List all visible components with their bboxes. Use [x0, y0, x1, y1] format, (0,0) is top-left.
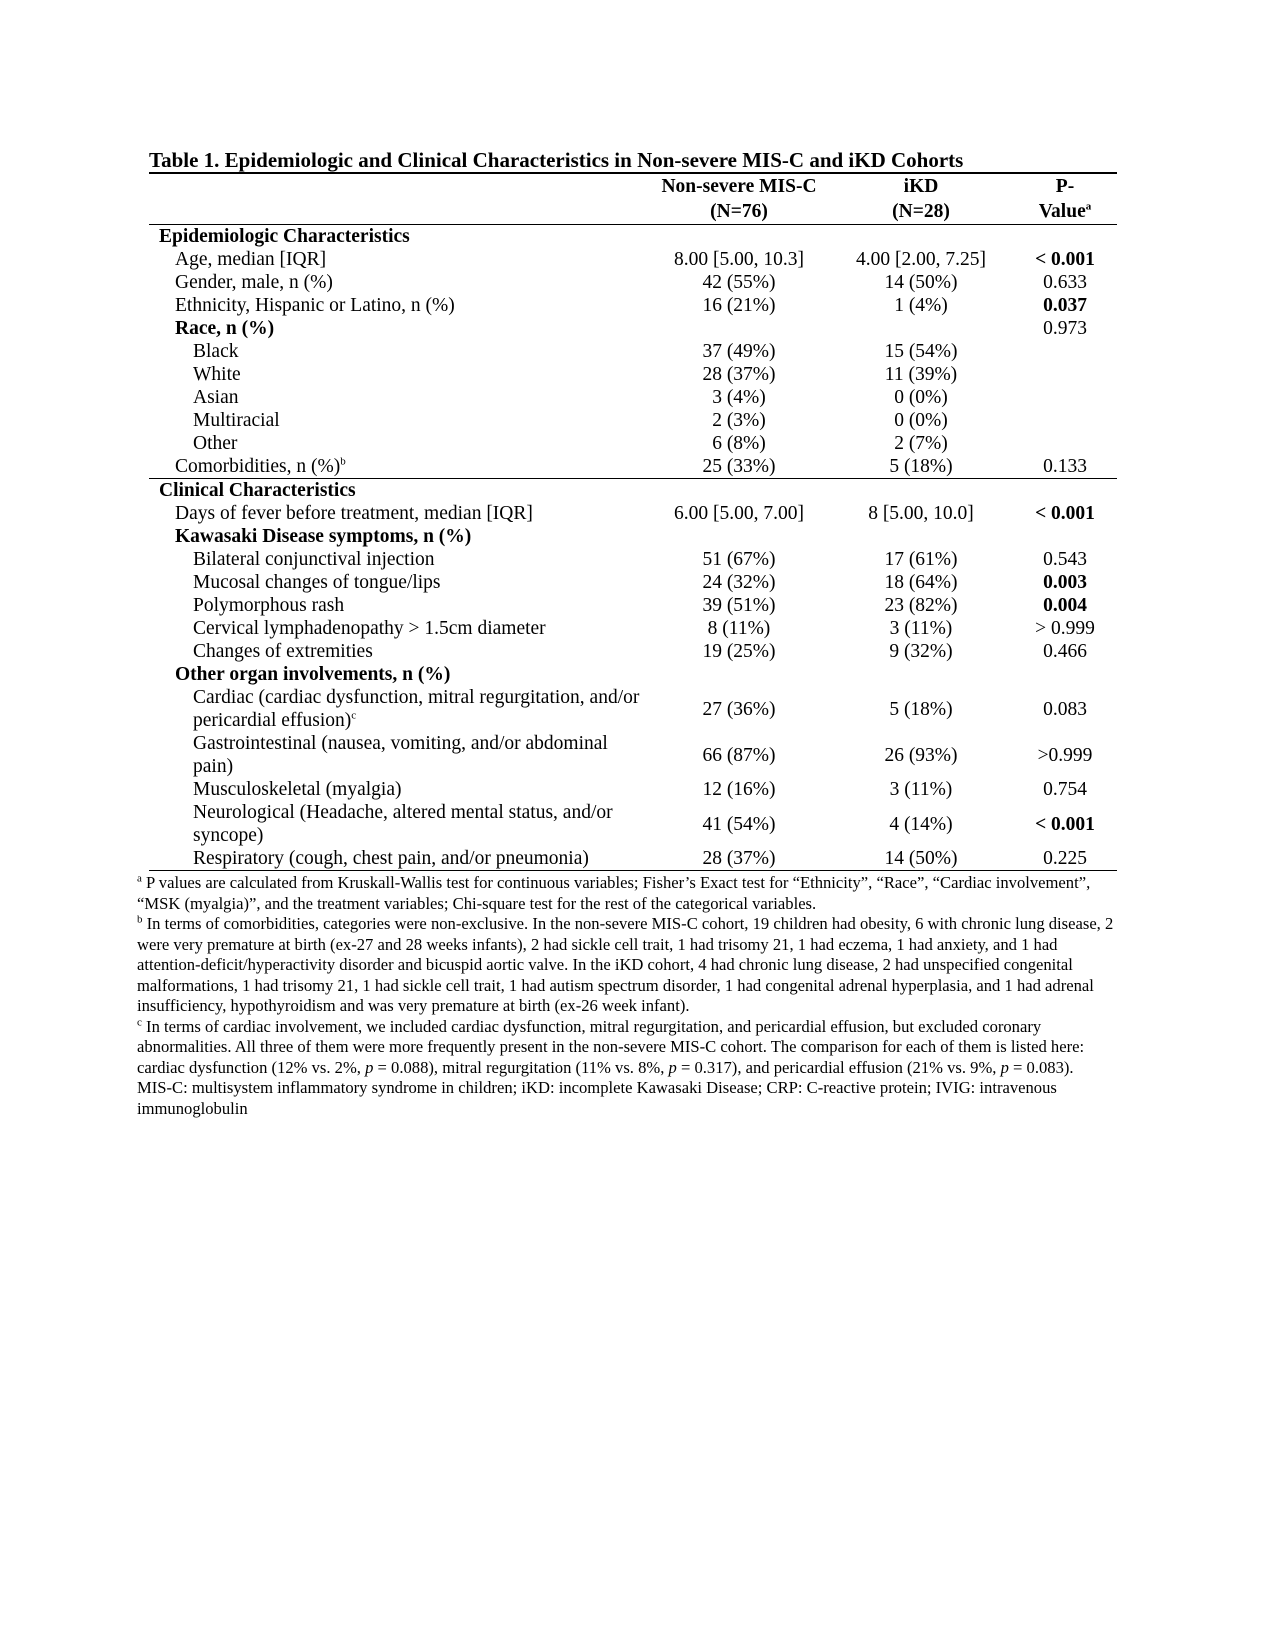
cell-non-severe-misc: 3 (4%) — [712, 387, 766, 408]
header-non-severe-misc — [649, 173, 829, 225]
row-label — [149, 432, 649, 455]
cell-ikd: 18 (64%) — [884, 572, 958, 593]
row-label — [149, 294, 649, 317]
cell-p-value: < 0.001 — [1035, 813, 1095, 835]
cell-non-severe-misc: 39 (51%) — [702, 595, 776, 616]
footnote-text: = 0.317), and pericardial effusion (21% vs. 9%, — [676, 1057, 1001, 1077]
row-label-text: Cardiac (cardiac dysfunction, mitral regurgitation, and/or pericardial effusion) — [193, 687, 640, 731]
cell-non-severe-misc — [649, 225, 829, 249]
cell-ikd: 23 (82%) — [884, 595, 958, 616]
cell-non-severe-misc: 41 (54%) — [702, 813, 776, 835]
table-row — [149, 571, 1117, 594]
cell-p-value — [1013, 363, 1117, 386]
row-label — [149, 663, 649, 686]
table-title: Table 1. Epidemiologic and Clinical Characteristics in Non-severe MIS-C and iKD Cohorts — [149, 148, 964, 172]
cell-non-severe-misc: 25 (33%) — [702, 456, 776, 477]
cell-p-value: 0.133 — [1043, 456, 1087, 477]
row-label — [149, 571, 649, 594]
table-row — [149, 432, 1117, 455]
cell-non-severe-misc: 27 (36%) — [702, 698, 776, 720]
header-p-value — [1013, 173, 1117, 225]
row-label — [149, 317, 649, 340]
row-label-text: White — [193, 364, 241, 385]
row-label-text: Race, n (%) — [175, 318, 275, 339]
cell-p-value: 0.004 — [1043, 595, 1087, 616]
cell-non-severe-misc: 8.00 [5.00, 10.3] — [674, 249, 804, 270]
section-row — [149, 225, 1117, 249]
cell-ikd: 4 (14%) — [889, 813, 953, 835]
table-row — [149, 801, 1117, 847]
cell-p-value — [1013, 525, 1117, 548]
row-label — [149, 548, 649, 571]
cell-p-value — [1013, 663, 1117, 686]
cell-non-severe-misc: 42 (55%) — [702, 272, 776, 293]
cell-ikd: 17 (61%) — [884, 549, 958, 570]
table-row — [149, 271, 1117, 294]
cell-non-severe-misc: 2 (3%) — [712, 410, 766, 431]
cell-ikd — [829, 317, 1013, 340]
table-row — [149, 686, 1117, 732]
table-row — [149, 294, 1117, 317]
cell-ikd: 2 (7%) — [894, 433, 948, 454]
cell-ikd: 15 (54%) — [884, 341, 958, 362]
row-label-text: Mucosal changes of tongue/lips — [193, 572, 441, 593]
row-label-text: Neurological (Headache, altered mental status, and/or syncope) — [193, 802, 613, 846]
cell-p-value: 0.003 — [1043, 572, 1087, 593]
header-label-column — [149, 173, 649, 225]
cell-p-value — [1013, 479, 1117, 503]
cell-p-value: 0.754 — [1043, 779, 1087, 800]
cell-p-value: < 0.001 — [1035, 503, 1095, 524]
cell-ikd: 3 (11%) — [889, 618, 953, 639]
cell-p-value: >0.999 — [1037, 744, 1093, 766]
row-label — [149, 594, 649, 617]
cell-ikd: 5 (18%) — [889, 698, 953, 720]
row-label — [149, 479, 649, 503]
row-label — [149, 409, 649, 432]
row-label-text: Other — [193, 433, 238, 454]
footnote-a — [137, 873, 1117, 914]
table-row — [149, 548, 1117, 571]
row-label — [149, 686, 649, 732]
cell-non-severe-misc: 51 (67%) — [702, 549, 776, 570]
footnote-text: In terms of cardiac involvement, we included cardiac dysfunction, mitral regurgitation, and pericardial effusion, but excluded coronary abnormalities. All three of them were more frequently present in the non-severe MIS-C cohort. The comparison for each of them is listed here: cardiac dysfunction (12% vs. 2%, — [137, 1016, 1085, 1077]
row-label — [149, 847, 649, 871]
cell-ikd: 8 [5.00, 10.0] — [868, 503, 974, 524]
row-label — [149, 386, 649, 409]
row-label-text: Comorbidities, n (%) — [175, 456, 341, 477]
table-row — [149, 409, 1117, 432]
p-symbol: p — [365, 1057, 374, 1077]
footnote-marker: c — [137, 1015, 142, 1028]
cell-p-value — [1013, 432, 1117, 455]
cell-non-severe-misc: 6.00 [5.00, 7.00] — [674, 503, 804, 524]
cell-p-value: > 0.999 — [1035, 618, 1095, 639]
cell-non-severe-misc: 66 (87%) — [702, 744, 776, 766]
row-label-text: Epidemiologic Characteristics — [159, 226, 410, 247]
header-p-line1: P- — [1055, 176, 1075, 197]
row-label-text: Asian — [193, 387, 239, 408]
row-label-text: Respiratory (cough, chest pain, and/or pneumonia) — [193, 848, 589, 869]
row-label-text: Days of fever before treatment, median [IQR] — [175, 503, 533, 524]
header-ikd-n: (N=28) — [892, 201, 950, 222]
cell-ikd — [829, 663, 1013, 686]
cell-non-severe-misc: 28 (37%) — [702, 364, 776, 385]
cell-p-value: 0.083 — [1043, 698, 1087, 720]
cell-ikd: 26 (93%) — [884, 744, 958, 766]
row-label — [149, 617, 649, 640]
row-label-text: Polymorphous rash — [193, 595, 345, 616]
table-row — [149, 363, 1117, 386]
cell-p-value — [1013, 340, 1117, 363]
row-label-text: Gastrointestinal (nausea, vomiting, and/or abdominal pain) — [193, 733, 608, 777]
cell-ikd: 14 (50%) — [884, 848, 958, 869]
table-row — [149, 502, 1117, 525]
table-body — [149, 225, 1117, 871]
header-misc-n: (N=76) — [710, 201, 768, 222]
row-label-text: Black — [193, 341, 239, 362]
row-label-text: Multiracial — [193, 410, 280, 431]
footnote-b — [137, 914, 1117, 1017]
cell-p-value: 0.633 — [1043, 272, 1087, 293]
cell-non-severe-misc — [649, 663, 829, 686]
row-label-text: Cervical lymphadenopathy > 1.5cm diameter — [193, 618, 546, 639]
row-label — [149, 363, 649, 386]
cell-ikd: 14 (50%) — [884, 272, 958, 293]
cell-p-value: < 0.001 — [1035, 249, 1095, 270]
cell-non-severe-misc: 19 (25%) — [702, 641, 776, 662]
cell-p-value: 0.037 — [1043, 295, 1087, 316]
cell-ikd: 4.00 [2.00, 7.25] — [856, 249, 986, 270]
row-label — [149, 271, 649, 294]
cell-p-value: 0.225 — [1043, 848, 1087, 869]
document — [137, 148, 1117, 1119]
footnotes — [137, 873, 1117, 1119]
cell-ikd: 0 (0%) — [894, 387, 948, 408]
row-label-text: Kawasaki Disease symptoms, n (%) — [175, 526, 472, 547]
footnote-c — [137, 1017, 1117, 1079]
cell-ikd: 3 (11%) — [889, 779, 953, 800]
cell-p-value: 0.466 — [1043, 641, 1087, 662]
row-label — [149, 778, 649, 801]
cell-non-severe-misc — [649, 525, 829, 548]
header-misc-name: Non-severe MIS-C — [661, 176, 817, 197]
row-label-text: Ethnicity, Hispanic or Latino, n (%) — [175, 295, 455, 316]
table-row — [149, 640, 1117, 663]
cell-non-severe-misc — [649, 479, 829, 503]
table-row — [149, 778, 1117, 801]
cell-ikd: 1 (4%) — [894, 295, 948, 316]
cell-p-value: 0.973 — [1043, 318, 1087, 339]
cell-non-severe-misc: 12 (16%) — [702, 779, 776, 800]
row-label — [149, 225, 649, 249]
row-label-text: Changes of extremities — [193, 641, 373, 662]
cell-ikd: 0 (0%) — [894, 410, 948, 431]
cell-ikd: 11 (39%) — [884, 364, 958, 385]
row-label — [149, 732, 649, 778]
table-row — [149, 617, 1117, 640]
cell-ikd — [829, 525, 1013, 548]
p-symbol: p — [668, 1057, 677, 1077]
row-label — [149, 248, 649, 271]
cell-ikd: 5 (18%) — [889, 456, 953, 477]
abbreviations: MIS-C: multisystem inflammatory syndrome in children; iKD: incomplete Kawasaki Disease; CRP: C-reactive protein; IVIG: intravenous immunoglobulin — [137, 1078, 1057, 1118]
table-row — [149, 248, 1117, 271]
header-ikd — [829, 173, 1013, 225]
cell-p-value: 0.543 — [1043, 549, 1087, 570]
table-row — [149, 594, 1117, 617]
table-row — [149, 732, 1117, 778]
row-label — [149, 502, 649, 525]
footnote-marker: c — [351, 709, 357, 722]
characteristics-table — [149, 172, 1117, 871]
p-symbol: p — [1000, 1057, 1009, 1077]
cell-ikd: 9 (32%) — [889, 641, 953, 662]
footnote-text: In terms of comorbidities, categories were non-exclusive. In the non-severe MIS-C cohort, 19 children had obesity, 6 with chronic lung disease, 2 were very premature at birth (ex-27 and 28 weeks infants), 2 had sickle cell trait, 1 had trisomy 21, 1 had eczema, 1 had anxiety, and 1 had attention-deficit/hyperactivity disorder and bicuspid aortic valve. In the iKD cohort, 4 had chronic lung disease, 2 had unspecified congenital malformations, 1 had trisomy 21, 1 had sickle cell trait, 1 had autism spectrum disorder, 1 had congenital adrenal hyperplasia, and 1 had adrenal insufficiency, hypothyroidism and was very premature at birth (ex-26 week infant). — [137, 914, 1114, 1015]
row-label — [149, 801, 649, 847]
table-header-row — [149, 173, 1117, 225]
row-label-text: Musculoskeletal (myalgia) — [193, 779, 402, 800]
cell-p-value — [1013, 225, 1117, 249]
footnote-text: = 0.083). — [1008, 1057, 1074, 1077]
cell-ikd — [829, 225, 1013, 249]
row-label — [149, 525, 649, 548]
row-label — [149, 340, 649, 363]
row-label — [149, 455, 649, 479]
cell-non-severe-misc: 6 (8%) — [712, 433, 766, 454]
footnote-marker: a — [1085, 200, 1092, 213]
header-ikd-name: iKD — [903, 176, 939, 197]
header-p-line2: Value — [1038, 201, 1086, 222]
subsection-row — [149, 317, 1117, 340]
row-label — [149, 640, 649, 663]
row-label-text: Clinical Characteristics — [159, 480, 356, 501]
row-label-text: Gender, male, n (%) — [175, 272, 333, 293]
cell-p-value — [1013, 409, 1117, 432]
cell-non-severe-misc: 28 (37%) — [702, 848, 776, 869]
footnote-text: = 0.088), mitral regurgitation (11% vs. 8%, — [373, 1057, 669, 1077]
table-row — [149, 340, 1117, 363]
row-label-text: Age, median [IQR] — [175, 249, 327, 270]
footnote-marker: a — [137, 872, 142, 885]
cell-non-severe-misc: 37 (49%) — [702, 341, 776, 362]
subsection-row — [149, 663, 1117, 686]
footnote-marker: b — [137, 913, 143, 926]
table-row — [149, 455, 1117, 479]
footnote-marker: b — [340, 455, 346, 468]
table-row — [149, 386, 1117, 409]
cell-p-value — [1013, 386, 1117, 409]
footnote-text: P values are calculated from Kruskall-Wallis test for continuous variables; Fisher’s Exact test for “Ethnicity”, “Race”, “Cardiac involvement”, “MSK (myalgia)”, and the treatment variables; Chi-square test for the rest of the categorical variables. — [137, 873, 1091, 913]
cell-non-severe-misc — [649, 317, 829, 340]
table-row — [149, 847, 1117, 871]
row-label-text: Other organ involvements, n (%) — [175, 664, 451, 685]
cell-ikd — [829, 479, 1013, 503]
cell-non-severe-misc: 16 (21%) — [702, 295, 776, 316]
cell-non-severe-misc: 24 (32%) — [702, 572, 776, 593]
section-row — [149, 479, 1117, 503]
row-label-text: Bilateral conjunctival injection — [193, 549, 435, 570]
cell-non-severe-misc: 8 (11%) — [707, 618, 771, 639]
subsection-row — [149, 525, 1117, 548]
